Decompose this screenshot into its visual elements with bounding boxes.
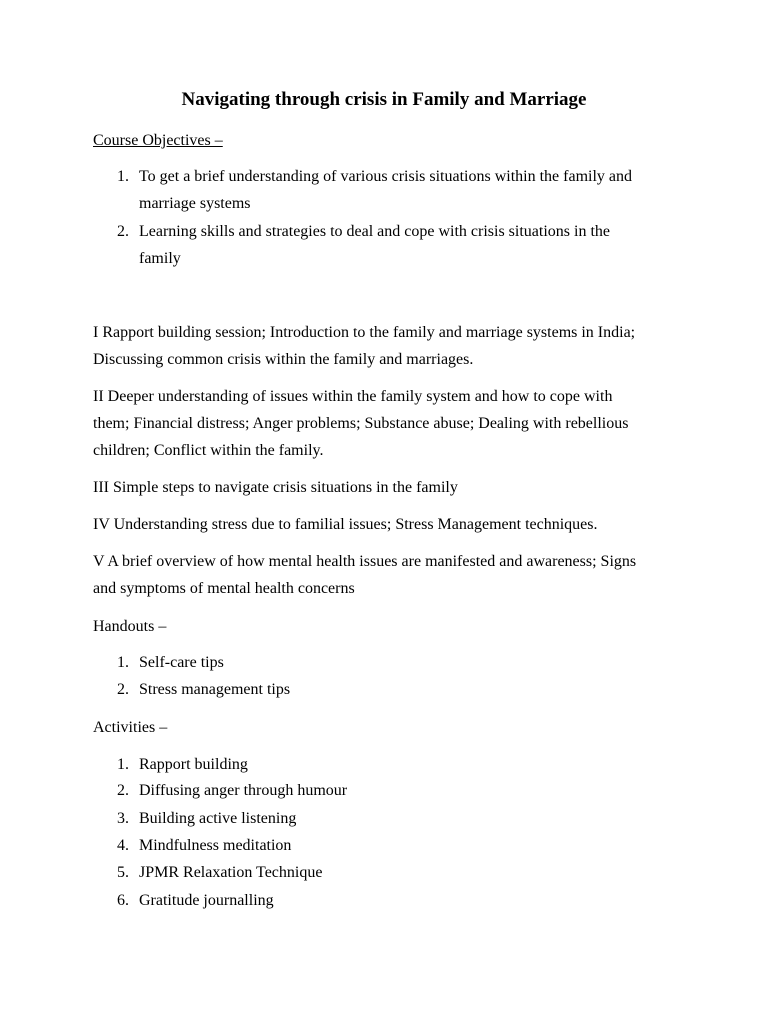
list-number: 1.	[117, 756, 129, 773]
handout-text: Stress management tips	[139, 681, 291, 698]
list-number: 5.	[117, 864, 129, 881]
activity-text: Diffusing anger through humour	[139, 782, 348, 799]
session-text-line: III Simple steps to navigate crisis situations in the family	[93, 479, 458, 496]
activity-text: Gratitude journalling	[139, 892, 274, 909]
session-text-line: them; Financial distress; Anger problems; Substance abuse; Dealing with rebellious	[93, 415, 629, 432]
activity-item	[93, 777, 693, 804]
handout-item	[93, 649, 693, 676]
objective-text-line: marriage systems	[139, 195, 251, 212]
activity-item	[93, 751, 693, 778]
session-text-line: and symptoms of mental health concerns	[93, 580, 355, 597]
activity-text: Building active listening	[139, 810, 297, 827]
list-number: 1.	[117, 654, 129, 671]
page-title: Navigating through crisis in Family and Marriage	[181, 89, 587, 110]
list-number: 2.	[117, 782, 129, 799]
activities-heading: Activities –	[93, 719, 168, 736]
list-number: 2.	[117, 223, 129, 240]
list-number: 6.	[117, 892, 129, 909]
activity-text: JPMR Relaxation Technique	[139, 864, 323, 881]
handout-text: Self-care tips	[139, 654, 224, 671]
activity-item	[93, 887, 693, 914]
objective-text-line: Learning skills and strategies to deal and cope with crisis situations in the	[139, 223, 611, 240]
session-text-line: II Deeper understanding of issues within the family system and how to cope with	[93, 388, 613, 405]
session-text-line: children; Conflict within the family.	[93, 442, 324, 459]
objective-text-line: To get a brief understanding of various crisis situations within the family and	[139, 168, 632, 185]
activity-text: Mindfulness meditation	[139, 837, 292, 854]
session-text-line: I Rapport building session; Introduction to the family and marriage systems in India;	[93, 324, 636, 341]
activity-text: Rapport building	[139, 756, 248, 773]
course-objectives-heading: Course Objectives –	[93, 132, 223, 149]
list-number: 4.	[117, 837, 129, 854]
objective-item	[93, 218, 693, 245]
list-number: 3.	[117, 810, 129, 827]
activity-item	[93, 832, 693, 859]
objective-item	[93, 163, 693, 190]
handouts-heading: Handouts –	[93, 618, 167, 635]
session-text-line: Discussing common crisis within the family and marriages.	[93, 351, 474, 368]
session-text-line: IV Understanding stress due to familial issues; Stress Management techniques.	[93, 516, 598, 533]
objective-text-line: family	[139, 250, 181, 267]
list-number: 2.	[117, 681, 129, 698]
activity-item	[93, 805, 693, 832]
session-text-line: V A brief overview of how mental health issues are manifested and awareness; Signs	[93, 553, 637, 570]
handout-item	[93, 676, 693, 703]
list-number: 1.	[117, 168, 129, 185]
objective-item-continuation	[93, 245, 693, 272]
activity-item	[93, 859, 693, 886]
objective-item-continuation	[93, 190, 693, 217]
